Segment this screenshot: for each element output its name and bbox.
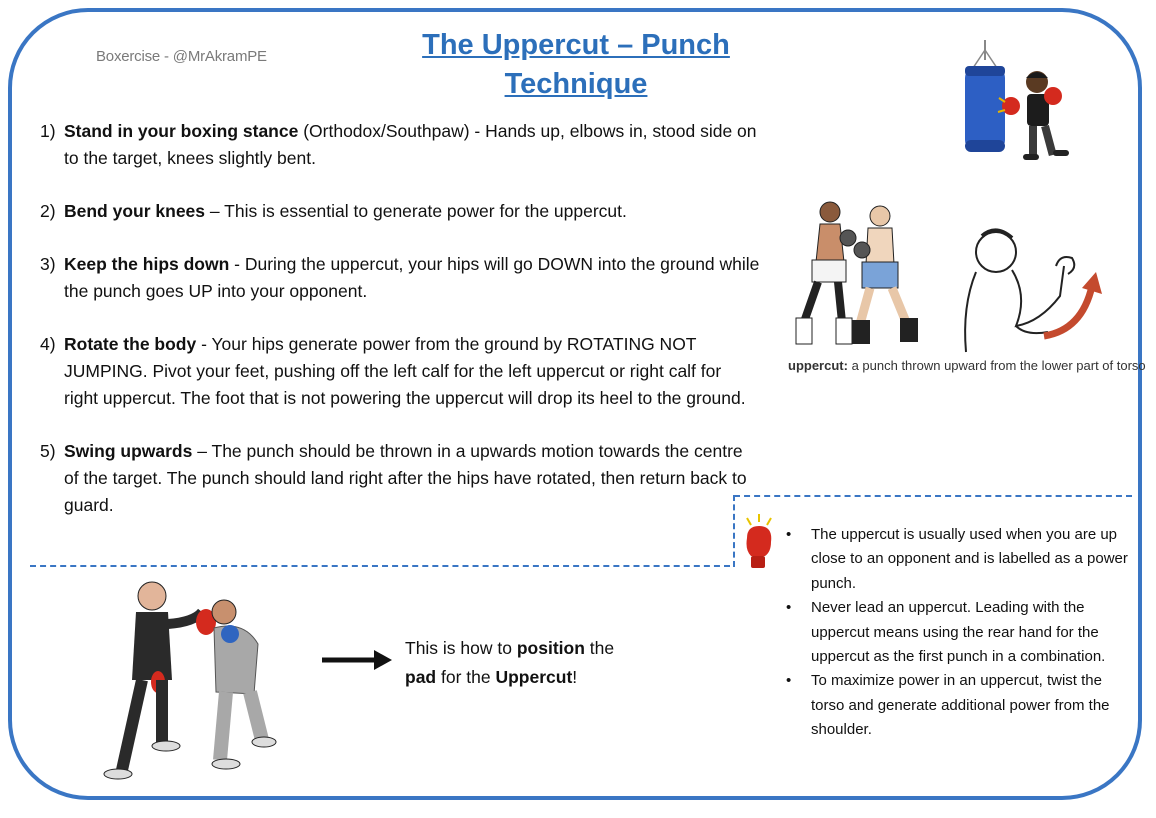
technique-steps	[40, 118, 760, 545]
figure-caption	[788, 357, 1146, 374]
tips-box-border-top	[734, 495, 1132, 497]
uppercut-arm-diagram	[956, 226, 1106, 356]
step-text: (Orthodox/Southpaw) - Hands up, elbows in, stood side on to the target, knees slightly bent.	[64, 121, 757, 168]
caption-text: This is how to	[405, 638, 517, 658]
title-line-1: The Uppercut – Punch	[422, 29, 730, 61]
step-text: – The punch should be thrown in a upwards motion towards the centre of the target. The punch should land right after the hips have rotated, then return back to guard.	[64, 441, 747, 515]
caption-text: !	[572, 667, 578, 687]
caption-bold: pad	[405, 667, 437, 687]
page-title	[396, 26, 756, 104]
step-text: - Your hips generate power from the ground by ROTATING NOT JUMPING. Pivot your feet, pushing off the left calf for the left uppercut or right calf for right uppercut. The foot that is not powering the uppercut will drop its heel to the ground.	[64, 334, 746, 408]
step-3	[40, 251, 760, 305]
step-heading: Rotate the body	[64, 334, 197, 354]
author-credit: Boxercise - @MrAkramPE	[96, 48, 267, 65]
section-divider	[30, 565, 730, 567]
figure-caption-term: uppercut:	[788, 358, 848, 373]
punching-bag-emoji-illustration	[955, 40, 1075, 168]
step-text: – This is essential to generate power for the uppercut.	[205, 201, 627, 221]
step-number: 4)	[40, 334, 56, 354]
step-number: 1)	[40, 121, 56, 141]
tip-item: • The uppercut is usually used when you are up close to an opponent and is labelled as a power punch.	[786, 523, 1130, 596]
step-number: 3)	[40, 254, 56, 274]
step-2	[40, 198, 760, 225]
step-1	[40, 118, 760, 172]
title-line-2: Technique	[504, 68, 648, 100]
step-heading: Bend your knees	[64, 201, 206, 221]
boxing-glove-icon	[739, 512, 779, 572]
step-4	[40, 331, 760, 412]
step-number: 5)	[40, 441, 56, 461]
figure-caption-text: a punch thrown upward from the lower part of torso	[847, 358, 1146, 373]
step-heading: Swing upwards	[64, 441, 193, 461]
step-number: 2)	[40, 201, 56, 221]
pad-position-caption	[405, 634, 614, 692]
caption-bold: position	[516, 638, 585, 658]
step-heading: Keep the hips down	[64, 254, 230, 274]
right-arrow-icon	[320, 644, 394, 676]
tip-item: • Never lead an uppercut. Leading with the uppercut means using the rear hand for the uppercut as the first punch in a combination.	[786, 596, 1130, 669]
step-heading: Stand in your boxing stance	[64, 121, 299, 141]
tip-item: • To maximize power in an uppercut, twist the torso and generate additional power from the shoulder.	[786, 669, 1130, 742]
caption-bold: Uppercut	[495, 667, 573, 687]
caption-text: the	[584, 638, 615, 658]
boxers-uppercut-illustration	[778, 198, 928, 356]
tips-box-border-left	[733, 495, 735, 567]
pad-holding-illustration	[98, 574, 283, 786]
step-text: - During the uppercut, your hips will go DOWN into the ground while the punch goes UP into your opponent.	[64, 254, 760, 301]
step-5	[40, 438, 760, 519]
tips-list	[786, 523, 1130, 743]
caption-text: for the	[436, 667, 496, 687]
